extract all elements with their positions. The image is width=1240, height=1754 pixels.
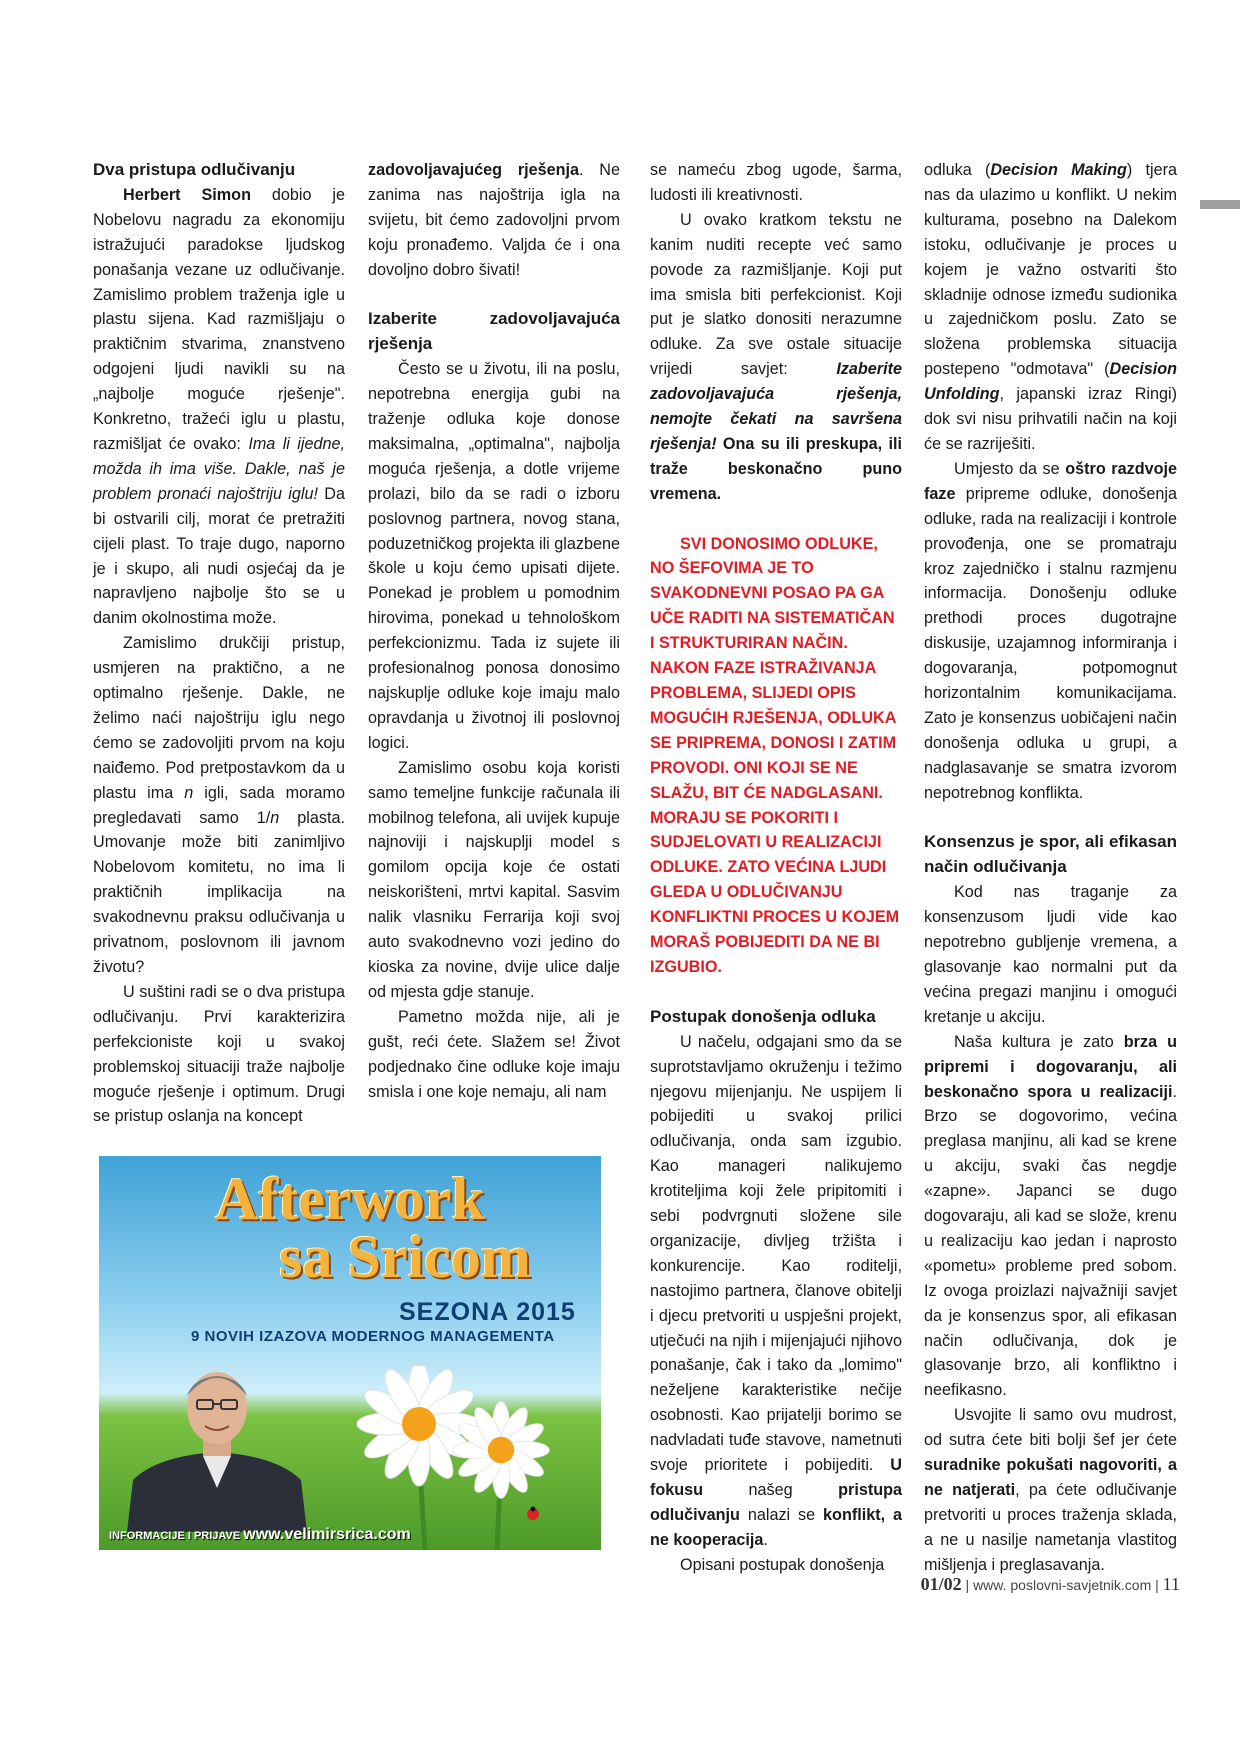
pull-quote: SVI DONOSIMO ODLUKE, NO ŠEFOVIMA JE TO SVAKODNEVNI POSAO PA GA UČE RADITI NA SISTEMATIČAN I STRUKTURIRAN NAČIN. NAKON FAZE ISTRAŽIVANJA PROBLEMA, SLIJEDI OPIS MOGUĆIH RJEŠENJA, ODLUKA SE PRIPREMA, DONOSI I ZATIM PROVODI. ONI KOJI SE NE SLAŽU, BIT ĆE NADGLASANI. MORAJU SE POKORITI I SUDJELOVATI U REALIZACIJI ODLUKE. ZATO VEĆINA LJUDI GLEDA U ODLUČIVANJU KONFLIKTNI PROCES U KOJEM MORAŠ POBIJEDITI DA NE BI IZGUBIO. [650,534,900,976]
page-edge-tab [1200,200,1240,209]
paragraph: Usvojite li samo ovu mudrost, od sutra ćete biti bolji šef jer ćete suradnike pokušati nagovoriti, a ne natjerati, pa ćete odlučivanje pretvoriti u proces traženja sklada, a ne u nasilje nametanja vlastitog mišljenja i preglasavanja. [924,1406,1177,1574]
issue-number: 01/02 [920,1574,962,1594]
paragraph: Herbert Simon dobio je Nobelovu nagradu za ekonomiju istražujući paradokse ljudskog ponašanja vezane uz odlučivanje. Zamislimo problem traženja igle u plastu sijena. Kad razmišljaju o praktičnim stvarima, znanstveno odgojeni ljudi navikli su na „najbolje moguće rješenje". Konkretno, tražeći iglu u plastu, razmišljat će ovako: Ima li ijedne, možda ih ima više. Dakle, naš je problem pronaći najoštriju iglu! Da bi ostvarili cilj, morat će pretražiti cijeli plast. To traje dugo, naporno je i skupo, ali nudi osjećaj da je napravljeno najbolje što se u danim okolnostima može. [93,185,345,628]
paragraph: U ovako kratkom tekstu ne kanim nuditi recepte već samo povode za razmišljanje. Koji put ima smisla biti perfekcionist. Koji put je slatko donositi nerazumne odluke. Za sve ostale situacije vrijedi savjet: Izaberite zadovoljavajuća rješenja, nemojte čekati na savršena rješenja! Ona su ili preskupa, ili traže beskonačno puno vremena. [650,210,902,503]
paragraph: zadovoljavajućeg rješenja. Ne zanima nas najoštrija igla na svijetu, bit ćemo zadovoljni prvom koju pronađemo. Valjda će i ona dovoljno dobro šivati! [368,161,620,279]
article-column-4 [924,158,1177,1578]
section-heading: Dva pristupa odlučivanju [93,160,296,179]
ad-title: Afterwork sa Sricom [215,1166,531,1290]
paragraph: Naša kultura je zato brza u pripremi i dogovaranju, ali beskonačno spora u realizaciji. Brzo se dogovorimo, većina preglasa manjinu, ali kad se krene u akciju, svaki čas negdje «zapne». Japanci se dugo dogovaraju, ali kad se slože, krenu u realizaciju kao jedan i naprosto «pometu» probleme pred sobom. Iz ovoga proizlazi najvažniji savjet da je konsenzus spor, ali efikasan način odlučivanja, dok je glasovanje brzo, ali konfliktno i neefikasno. [924,1032,1178,1400]
section-heading: Konsenzus je spor, ali efikasan način odlučivanja [924,832,1177,877]
afterwork-advertisement[interactable] [99,1156,601,1550]
article-column-2 [368,158,620,1104]
paragraph: Opisani postupak donošenja [680,1555,885,1574]
page-number: 11 [1162,1574,1180,1594]
section-heading: Izaberite zadovoljavajuća rješenja [368,309,620,354]
paragraph: Često se u životu, ili na poslu, nepotrebna energija gubi na traženje odluka koje donose maksimalna, „optimalna", najbolja moguća rješenja, a dotle vrijeme prolazi, bilo da se radi o izboru poslovnog partnera, novog stana, poduzetničkog projekta ili glazbene škole u koju ćemo upisati dijete. Ponekad je problem u pomodnim hirovima, ponekad u tehnološkom perfekcionizmu. Tada iz sujete ili profesionalnog ponosa donosimo najskuplje odluke koje imaju malo opravdanja u životnoj ili poslovnoj logici. [368,360,620,752]
article-column-3 [650,158,902,1578]
paragraph: Zamislimo osobu koja koristi samo temeljne funkcije računala ili mobilnog telefona, ali uvijek kupuje najnoviji i najskuplji model s gomilom opcija koje će ostati neiskorišteni, mrtvi kapital. Sasvim nalik vlasniku Ferrarija koji svoj auto svakodnevno vozi jedino do kioska za novine, dvije ulice dalje od mjesta gdje stanuje. [368,758,620,1001]
ad-url-link[interactable]: www.velimirsrica.com [243,1526,411,1543]
site-url[interactable]: www. poslovni-savjetnik.com [973,1577,1152,1593]
section-heading: Postupak donošenja odluka [650,1006,876,1026]
page-footer: 01/02 | www. poslovni-savjetnik.com | 11 [920,1574,1180,1594]
paragraph: Zamislimo drukčiji pristup, usmjeren na praktično, a ne optimalno rješenje. Dakle, ne želimo naći najoštriju iglu nego ćemo se zadovoljiti prvom na koju naiđemo. Pod pretpostavkom da u plastu ima n igli, sada moramo pregledavati samo 1/n plasta. Umovanje može biti zanimljivo Nobelovom komitetu, no ima li praktičnih implikacija na svakodnevnu praksu odlučivanja u privatnom, poslovnom ili javnom životu? [93,634,345,976]
paragraph: Umjesto da se oštro razdvoje faze pripreme odluke, donošenja odluke, rada na realizaciji i kontrole provođenja, one se promatraju kroz zajedničko i stalnu razmjenu informacija. Donošenju odluke prethodi proces dugotrajne diskusije, uzajamnog informiranja i dogovaranja, potpomognut horizontalnim komunikacijama. Zato je konsenzus uobičajeni način donošenja odluka u grupi, a nadglasavanje se smatra izvorom nepotrebnog konflikta. [924,459,1177,802]
paragraph: odluka (Decision Making) tjera nas da ulazimo u konflikt. U nekim kulturama, posebno na Dalekom istoku, odlučivanje je proces u kojem je važno ostvariti što skladnije odnose između sudionika u zajedničkom poslu. Zato se složena problemska situacija postepeno "odmotava" (Decision Unfolding, japanski izraz Ringi) dok svi nisu prihvatili način na koji će se razriješiti. [924,161,1177,453]
article-column-1 [93,158,345,1129]
paragraph: se nameću zbog ugode, šarma, ludosti ili kreativnosti. [650,161,902,204]
ad-season: SEZONA 2015 [399,1298,576,1326]
ad-subtitle: 9 NOVIH IZAZOVA MODERNOG MANAGEMENTA [191,1328,555,1345]
daisy-flowers-image [329,1366,569,1550]
ad-footer: INFORMACIJE I PRIJAVE www.velimirsrica.com [109,1526,411,1543]
paragraph: U načelu, odgajani smo da se suprotstavljamo okruženju i težimo njegovu mijenjanju. Ne uspijem li pobijediti u svakoj prilici odlučivanja, onda sam izgubio. Kao manageri nalikujemo krotiteljima koji žele pripitomiti i sebi podvrgnuti složene sile organizacije, divljeg tržišta i konkurencije. Kao roditelji, nastojimo partnera, članove obitelji i djecu pretvoriti u uspješni projekt, utječući na njih i mijenjajući njihovo ponašanje, čak i tako da „lomimo" neželjene karakteristike nečije osobnosti. Kao prijatelji borimo se nadvladati tuđe stavove, nametnuti svoje prioritete i pobijediti. U fokusu našeg pristupa odlučivanju nalazi se konflikt, a ne kooperacija. [650,1032,903,1549]
paragraph: Pametno možda nije, ali je gušt, reći ćete. Slažem se! Život podjednako čine odluke koje imaju smisla i one koje nemaju, ali nam [368,1007,620,1101]
presenter-photo [117,1356,317,1532]
paragraph: Kod nas traganje za konsenzusom ljudi vide kao nepotrebno gubljenje vremena, a glasovanje kao normalni put da većina pregazi manjinu i omogući kretanje u akciju. [924,883,1177,1026]
paragraph: U suštini radi se o dva pristupa odlučivanju. Prvi karakterizira perfekcioniste koji u svakoj problemskoj situaciji traže najbolje moguće rješenje i optimum. Drugi se pristup oslanja na koncept [93,982,345,1126]
